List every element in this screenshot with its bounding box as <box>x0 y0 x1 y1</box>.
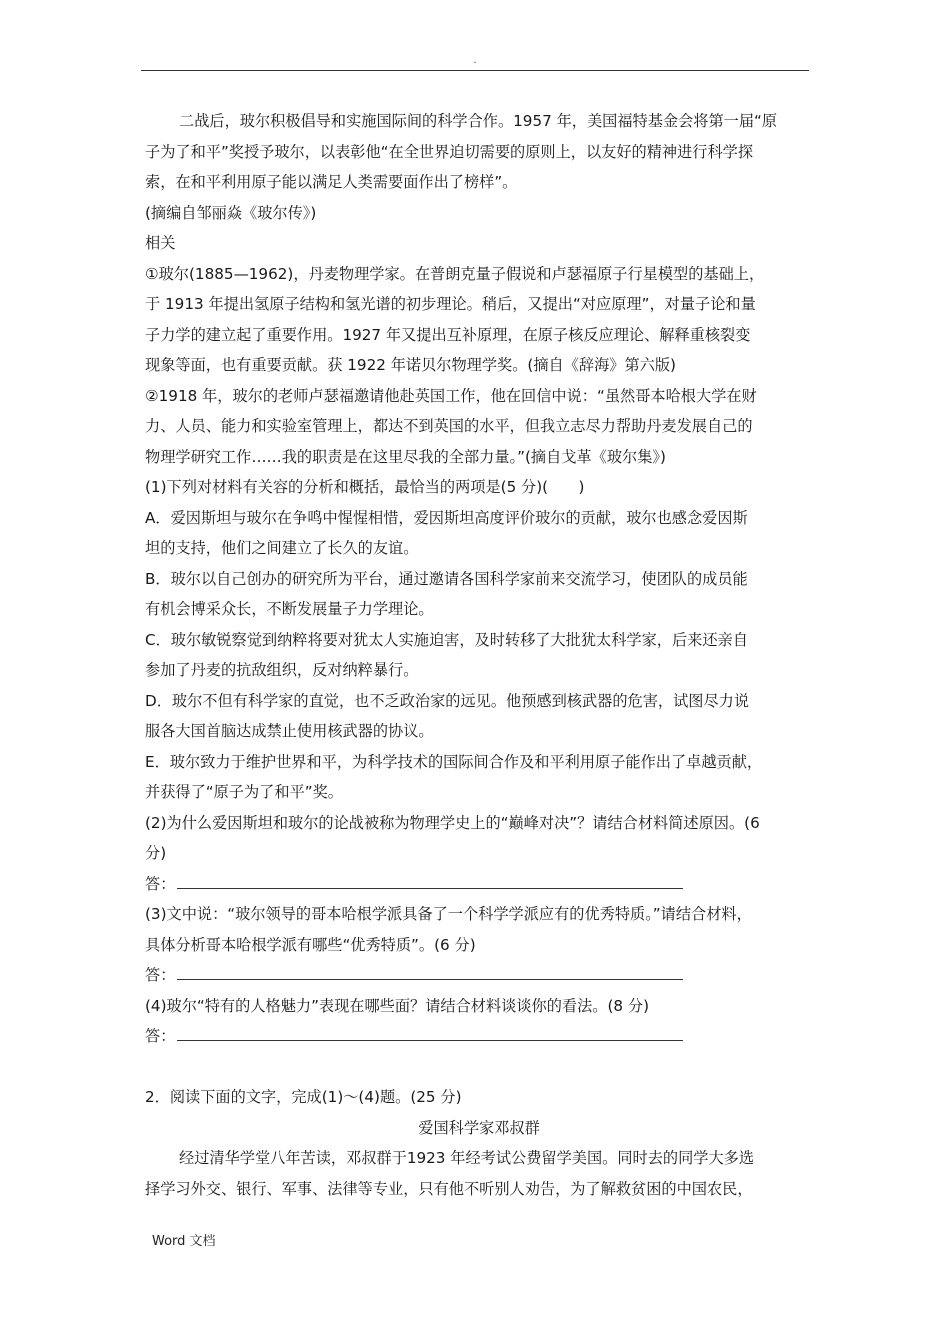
text-line: 力、人员、能力和实验室管理上，都达不到英国的水平，但我立志尽力帮助丹麦发展自己的 <box>145 417 753 435</box>
text-line: (摘编自邹丽焱《玻尔传》) <box>145 203 317 222</box>
text-line: 2．阅读下面的文字，完成(1)～(4)题。(25 分) <box>145 1088 462 1106</box>
text-line: 相关 <box>145 234 176 252</box>
text-line: 分) <box>145 844 167 862</box>
text-line: 物理学研究工作……我的职责是在这里尽我的全部力量。”(摘自戈革《玻尔集》) <box>145 447 666 466</box>
text-line: 子力学的建立起了重要作用。1927 年又提出互补原理，在原子核反应理论、解释重核裂变 <box>145 325 751 344</box>
text-line: (4)玻尔“特有的人格魅力”表现在哪些面？请结合材料谈谈你的看法。(8 分) <box>145 996 650 1015</box>
text-line: (1)下列对材料有关容的分析和概括，最恰当的两项是(5 分)( ) <box>145 478 585 496</box>
text-line: 服各大国首脑达成禁止使用核武器的协议。 <box>145 722 434 740</box>
text-line: 子为了和平”奖授予玻尔，以表彰他“在全世界迫切需要的原则上，以友好的精神进行科学探 <box>145 142 754 161</box>
text-line: 参加了丹麦的抗敌组织，反对纳粹暴行。 <box>145 661 419 679</box>
text-line: 现象等面，也有重要贡献。获 1922 年诺贝尔物理学奖。(摘自《辞海》第六版) <box>145 356 676 374</box>
footer-label: Word 文档 <box>152 1234 216 1249</box>
text-line: 索，在和平利用原子能以满足人类需要面作出了榜样”。 <box>145 173 518 191</box>
text-line: D．玻尔不但有科学家的直觉，也不乏政治家的远见。他预感到核武器的危害，试图尽力说 <box>145 691 750 710</box>
answer-line <box>145 960 813 991</box>
header-rule <box>141 70 809 71</box>
answer-label: 答： <box>145 966 176 984</box>
answer-line <box>145 869 813 900</box>
answer-blank[interactable] <box>177 1024 683 1041</box>
text-line: 具体分析哥本哈根学派有哪些“优秀特质”。(6 分) <box>145 935 476 954</box>
blank-line <box>145 1052 813 1083</box>
answer-blank[interactable] <box>177 963 683 980</box>
text-line: C．玻尔敏锐察觉到纳粹将要对犹太人实施迫害，及时转移了大批犹太科学家，后来还亲自 <box>145 630 748 649</box>
answer-line <box>145 1021 813 1052</box>
text-line: 择学习外交、银行、军事、法律等专业，只有他不听别人劝告，为了解救贫困的中国农民， <box>145 1179 753 1198</box>
text-line: (3)文中说：“玻尔领导的哥本哈根学派具备了一个科学学派应有的优秀特质。”请结合材料， <box>145 905 752 923</box>
answer-blank[interactable] <box>177 872 683 889</box>
text-line: 二战后，玻尔积极倡导和实施国际间的科学合作。1957 年，美国福特基金会将第一届“原 <box>179 112 778 130</box>
text-line: 并获得了“原子为了和平”奖。 <box>145 783 343 801</box>
text-line: 有机会博采众长，不断发展量子力学理论。 <box>145 600 434 618</box>
text-line: ①玻尔(1885—1962)，丹麦物理学家。在普朗克量子假说和卢瑟福原子行星模型的基础上， <box>145 264 765 283</box>
text-line: 坦的支持，他们之间建立了长久的友谊。 <box>145 539 419 557</box>
text-line: ②1918 年，玻尔的老师卢瑟福邀请他赴英国工作，他在回信中说：“虽然哥本哈根大学在财 <box>145 386 757 405</box>
text-line: (2)为什么爱因斯坦和玻尔的论战被称为物理学史上的“巅峰对决”？请结合材料简述原因。(6 <box>145 813 760 832</box>
text-line: 于 1913 年提出氢原子结构和氢光谱的初步理论。稍后，又提出“对应原理”，对量子论和量 <box>145 295 756 313</box>
answer-label: 答： <box>145 1027 176 1045</box>
section-title: 爱国科学家邓叔群 <box>418 1118 540 1137</box>
answer-label: 答： <box>145 874 176 893</box>
text-line: A．爱因斯坦与玻尔在争鸣中惺惺相惜，爱因斯坦高度评价玻尔的贡献，玻尔也感念爱因斯 <box>145 508 748 527</box>
text-line: E．玻尔致力于维护世界和平，为科学技术的国际间合作及和平利用原子能作出了卓越贡献， <box>145 752 763 771</box>
document-body <box>145 106 813 1204</box>
header-mark: . <box>473 55 477 66</box>
text-line: B．玻尔以自己创办的研究所为平台，通过邀请各国科学家前来交流学习，使团队的成员能 <box>145 569 748 588</box>
text-line: 经过清华学堂八年苦读，邓叔群于1923 年经考试公费留学美国。同时去的同学大多选 <box>179 1149 755 1167</box>
